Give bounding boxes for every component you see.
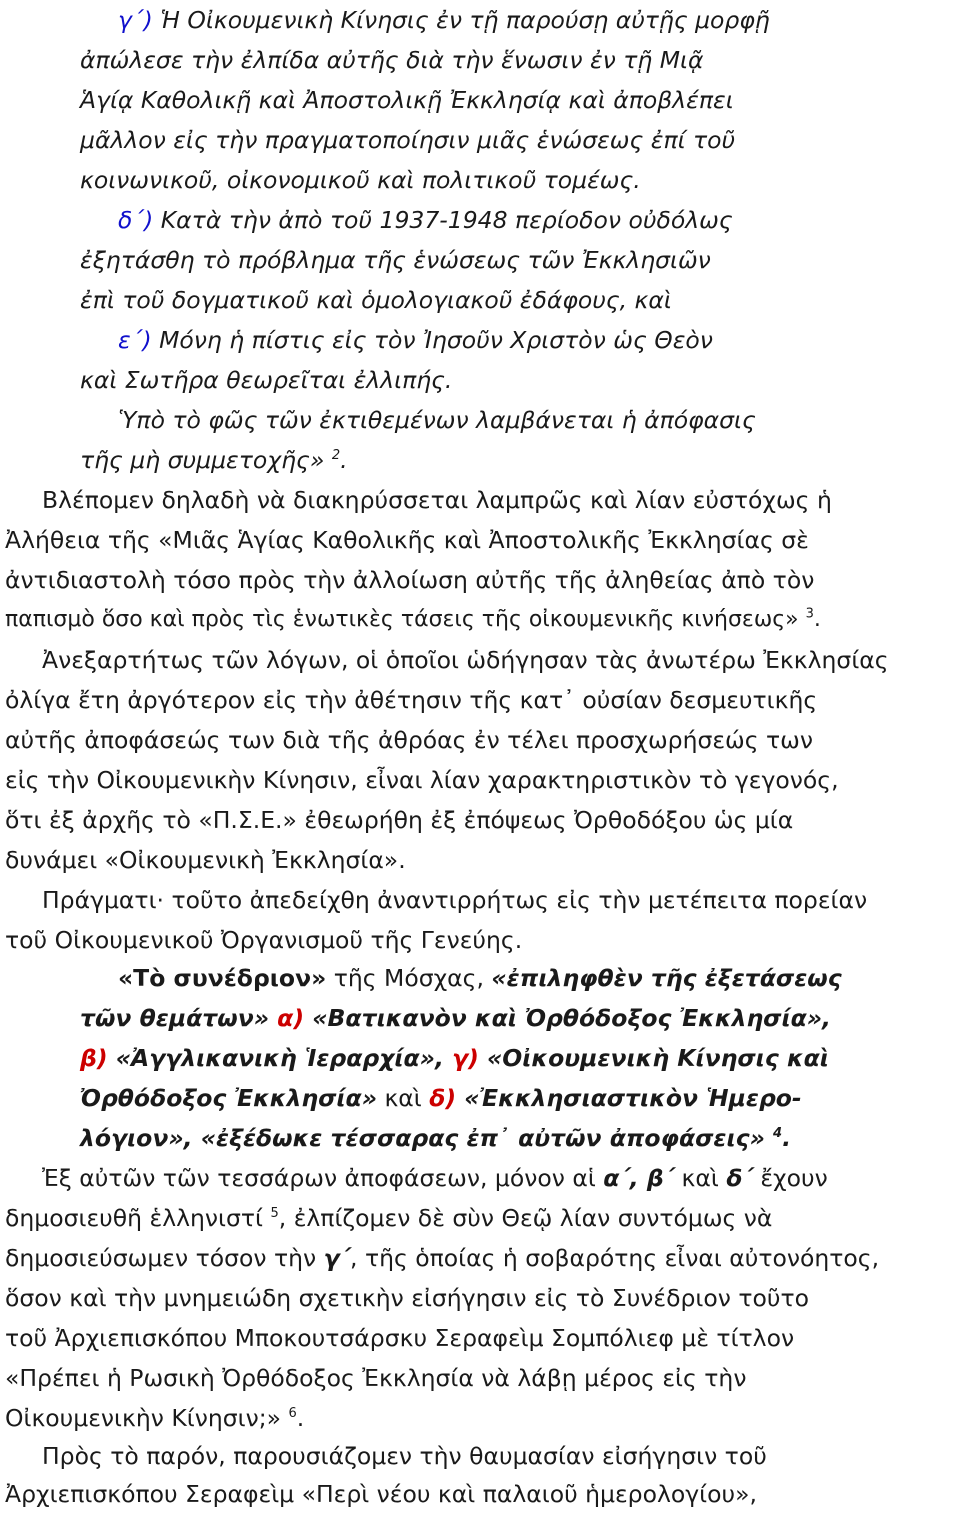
para1-line-4: παπισμὸ ὅσο καὶ πρὸς τὶς ἑνωτικὲς τάσεις τῆς οἰκουμενικῆς κινήσεως» $^3$. <box>5 606 821 632</box>
footnote-ref-2[interactable]: 2 <box>331 448 341 464</box>
decision-line-2: τῆς μὴ συμμετοχῆς» $^2$. <box>80 446 348 474</box>
para5-line-2: Ἀρχιεπισκόπου Σεραφεὶμ «Περὶ νέου καὶ παλαιοῦ ἡμερολογίου», <box>5 1480 757 1508</box>
topic-label-a: α) <box>277 1004 305 1032</box>
footnote-ref-6[interactable]: 6 <box>288 1406 297 1422</box>
decision-line-1: Ὑπὸ τὸ φῶς τῶν ἐκτιθεμένων λαμβάνεται ἡ ἀπόφασις <box>118 406 756 434</box>
footnote-ref-4[interactable]: 4 <box>773 1126 783 1142</box>
para2-line-1: Ἀνεξαρτήτως τῶν λόγων, οἱ ὁποῖοι ὡδήγησαν τὰς ἀνωτέρω Ἐκκλησίας <box>42 646 889 674</box>
point-label-gamma: γ΄) <box>118 6 153 34</box>
point-delta-line-2: ἐξητάσθη τὸ πρόβλημα τῆς ἑνώσεως τῶν Ἐκκλησιῶν <box>80 246 711 274</box>
quote2-line-3: β) «Ἀγγλικανικὴ Ἱεραρχία», γ) «Οἰκουμενικὴ Κίνησις καὶ <box>80 1044 829 1072</box>
point-label-epsilon: ε΄) <box>118 326 152 354</box>
point-gamma-line-3: Ἁγίᾳ Καθολικῇ καὶ Ἀποστολικῇ Ἐκκλησίᾳ καὶ ἀποβλέπει <box>80 86 734 114</box>
point-gamma-line-5: κοινωνικοῦ, οἰκονομικοῦ καὶ πολιτικοῦ τομέως. <box>80 166 641 194</box>
point-gamma-line-4: μᾶλλον εἰς τὴν πραγματοποίησιν μιᾶς ἑνώσεως ἐπί τοῦ <box>80 126 736 154</box>
para1-line-3: ἀντιδιαστολὴ τόσο πρὸς τὴν ἀλλοίωση αὐτῆς τῆς ἀληθείας ἀπὸ τὸν <box>5 566 815 594</box>
point-gamma-line-1: γ΄) Ἡ Οἰκουμενικὴ Κίνησις ἐν τῇ παρούσῃ αὐτῇς μορφῇ <box>118 6 770 34</box>
quote2-line-1: «Τὸ συνέδριον» τῆς Μόσχας, «ἐπιληφθὲν τῆς ἐξετάσεως <box>118 964 842 992</box>
point-gamma-line-2: ἀπώλεσε τὴν ἐλπίδα αὐτῆς διὰ τὴν ἕνωσιν ἐν τῇ Μιᾷ <box>80 46 704 74</box>
para2-line-3: αὐτῆς ἀποφάσεώς των διὰ τῆς ἀθρόας ἐν τέλει προσχωρήσεώς των <box>5 726 813 754</box>
para4-line-2: δημοσιευθῆ ἑλληνιστί $^5$, ἐλπίζομεν δὲ σὺν Θεῷ λίαν συντόμως νὰ <box>5 1204 773 1232</box>
para1-line-1: Βλέπομεν δηλαδὴ νὰ διακηρύσσεται λαμπρῶς καὶ λίαν εὐστόχως ἡ <box>42 486 832 514</box>
para2-line-5: ὅτι ἐξ ἀρχῆς τὸ «Π.Σ.Ε.» ἐθεωρήθη ἐξ ἐπόψεως Ὀρθοδόξου ὡς μία <box>5 806 794 834</box>
topic-label-d: δ) <box>429 1084 457 1112</box>
point-delta-line-1: δ΄) Κατὰ τὴν ἀπὸ τοῦ 1937-1948 περίοδον οὐδόλως <box>118 206 733 234</box>
point-label-delta: δ΄) <box>118 206 154 234</box>
para4-line-5: τοῦ Ἀρχιεπισκόπου Μποκουτσάρσκυ Σεραφεὶμ Σομπόλιεφ μὲ τίτλον <box>5 1324 795 1352</box>
quote2-line-5: λόγιον», «ἐξέδωκε τέσσαρας ἐπ᾽ αὐτῶν ἀποφάσεις» $^4$. <box>80 1124 792 1152</box>
quote2-line-2: τῶν θεμάτων» α) «Βατικανὸν καὶ Ὀρθόδοξος Ἐκκλησία», <box>80 1004 831 1032</box>
para4-line-6: «Πρέπει ἡ Ρωσικὴ Ὀρθόδοξος Ἐκκλησία νὰ λάβῃ μέρος εἰς τὴν <box>5 1364 747 1392</box>
topic-label-c: γ) <box>452 1044 479 1072</box>
point-epsilon-line-1: ε΄) Μόνη ἡ πίστις εἰς τὸν Ἰησοῦν Χριστὸν ὡς Θεὸν <box>118 326 713 354</box>
para4-line-1: Ἐξ αὐτῶν τῶν τεσσάρων ἀποφάσεων, μόνον αἱ α΄, β΄ καὶ δ΄ ἔχουν <box>42 1164 828 1192</box>
point-epsilon-line-2: καὶ Σωτῆρα θεωρεῖται ἐλλιπής. <box>80 366 453 394</box>
para2-line-2: ὀλίγα ἔτη ἀργότερον εἰς τὴν ἀθέτησιν τῆς κατ᾽ οὐσίαν δεσμευτικῆς <box>5 686 818 714</box>
topic-label-b: β) <box>80 1044 108 1072</box>
point-delta-line-3: ἐπὶ τοῦ δογματικοῦ καὶ ὁμολογιακοῦ ἐδάφους, καὶ <box>80 286 672 314</box>
footnote-ref-5[interactable]: 5 <box>270 1206 279 1222</box>
para3-line-1: Πράγματι· τοῦτο ἀπεδείχθη ἀναντιρρήτως εἰς τὴν μετέπειτα πορείαν <box>42 886 868 914</box>
para5-line-1: Πρὸς τὸ παρόν, παρουσιάζομεν τὴν θαυμασίαν εἰσήγησιν τοῦ <box>42 1442 767 1470</box>
para1-line-2: Ἀλήθεια τῆς «Μιᾶς Ἁγίας Καθολικῆς καὶ Ἀποστολικῆς Ἐκκλησίας σὲ <box>5 526 809 554</box>
quote2-line-4: Ὀρθόδοξος Ἐκκλησία» καὶ δ) «Ἐκκλησιαστικὸν Ἡμερο- <box>80 1084 802 1112</box>
para4-line-7: Οἰκουμενικὴν Κίνησιν;» $^6$. <box>5 1404 305 1432</box>
para2-line-6: δυνάμει «Οἰκουμενικὴ Ἐκκλησία». <box>5 846 406 874</box>
para4-line-3: δημοσιεύσωμεν τόσον τὴν γ΄, τῆς ὁποίας ἡ σοβαρότης εἶναι αὐτονόητος, <box>5 1244 880 1272</box>
para2-line-4: εἰς τὴν Οἰκουμενικὴν Κίνησιν, εἶναι λίαν χαρακτηριστικὸν τὸ γεγονός, <box>5 766 839 794</box>
para3-line-2: τοῦ Οἰκουμενικοῦ Ὀργανισμοῦ τῆς Γενεύης. <box>5 926 523 954</box>
para4-line-4: ὅσον καὶ τὴν μνημειώδη σχετικὴν εἰσήγησιν εἰς τὸ Συνέδριον τοῦτο <box>5 1284 810 1312</box>
footnote-ref-3[interactable]: 3 <box>805 606 814 622</box>
